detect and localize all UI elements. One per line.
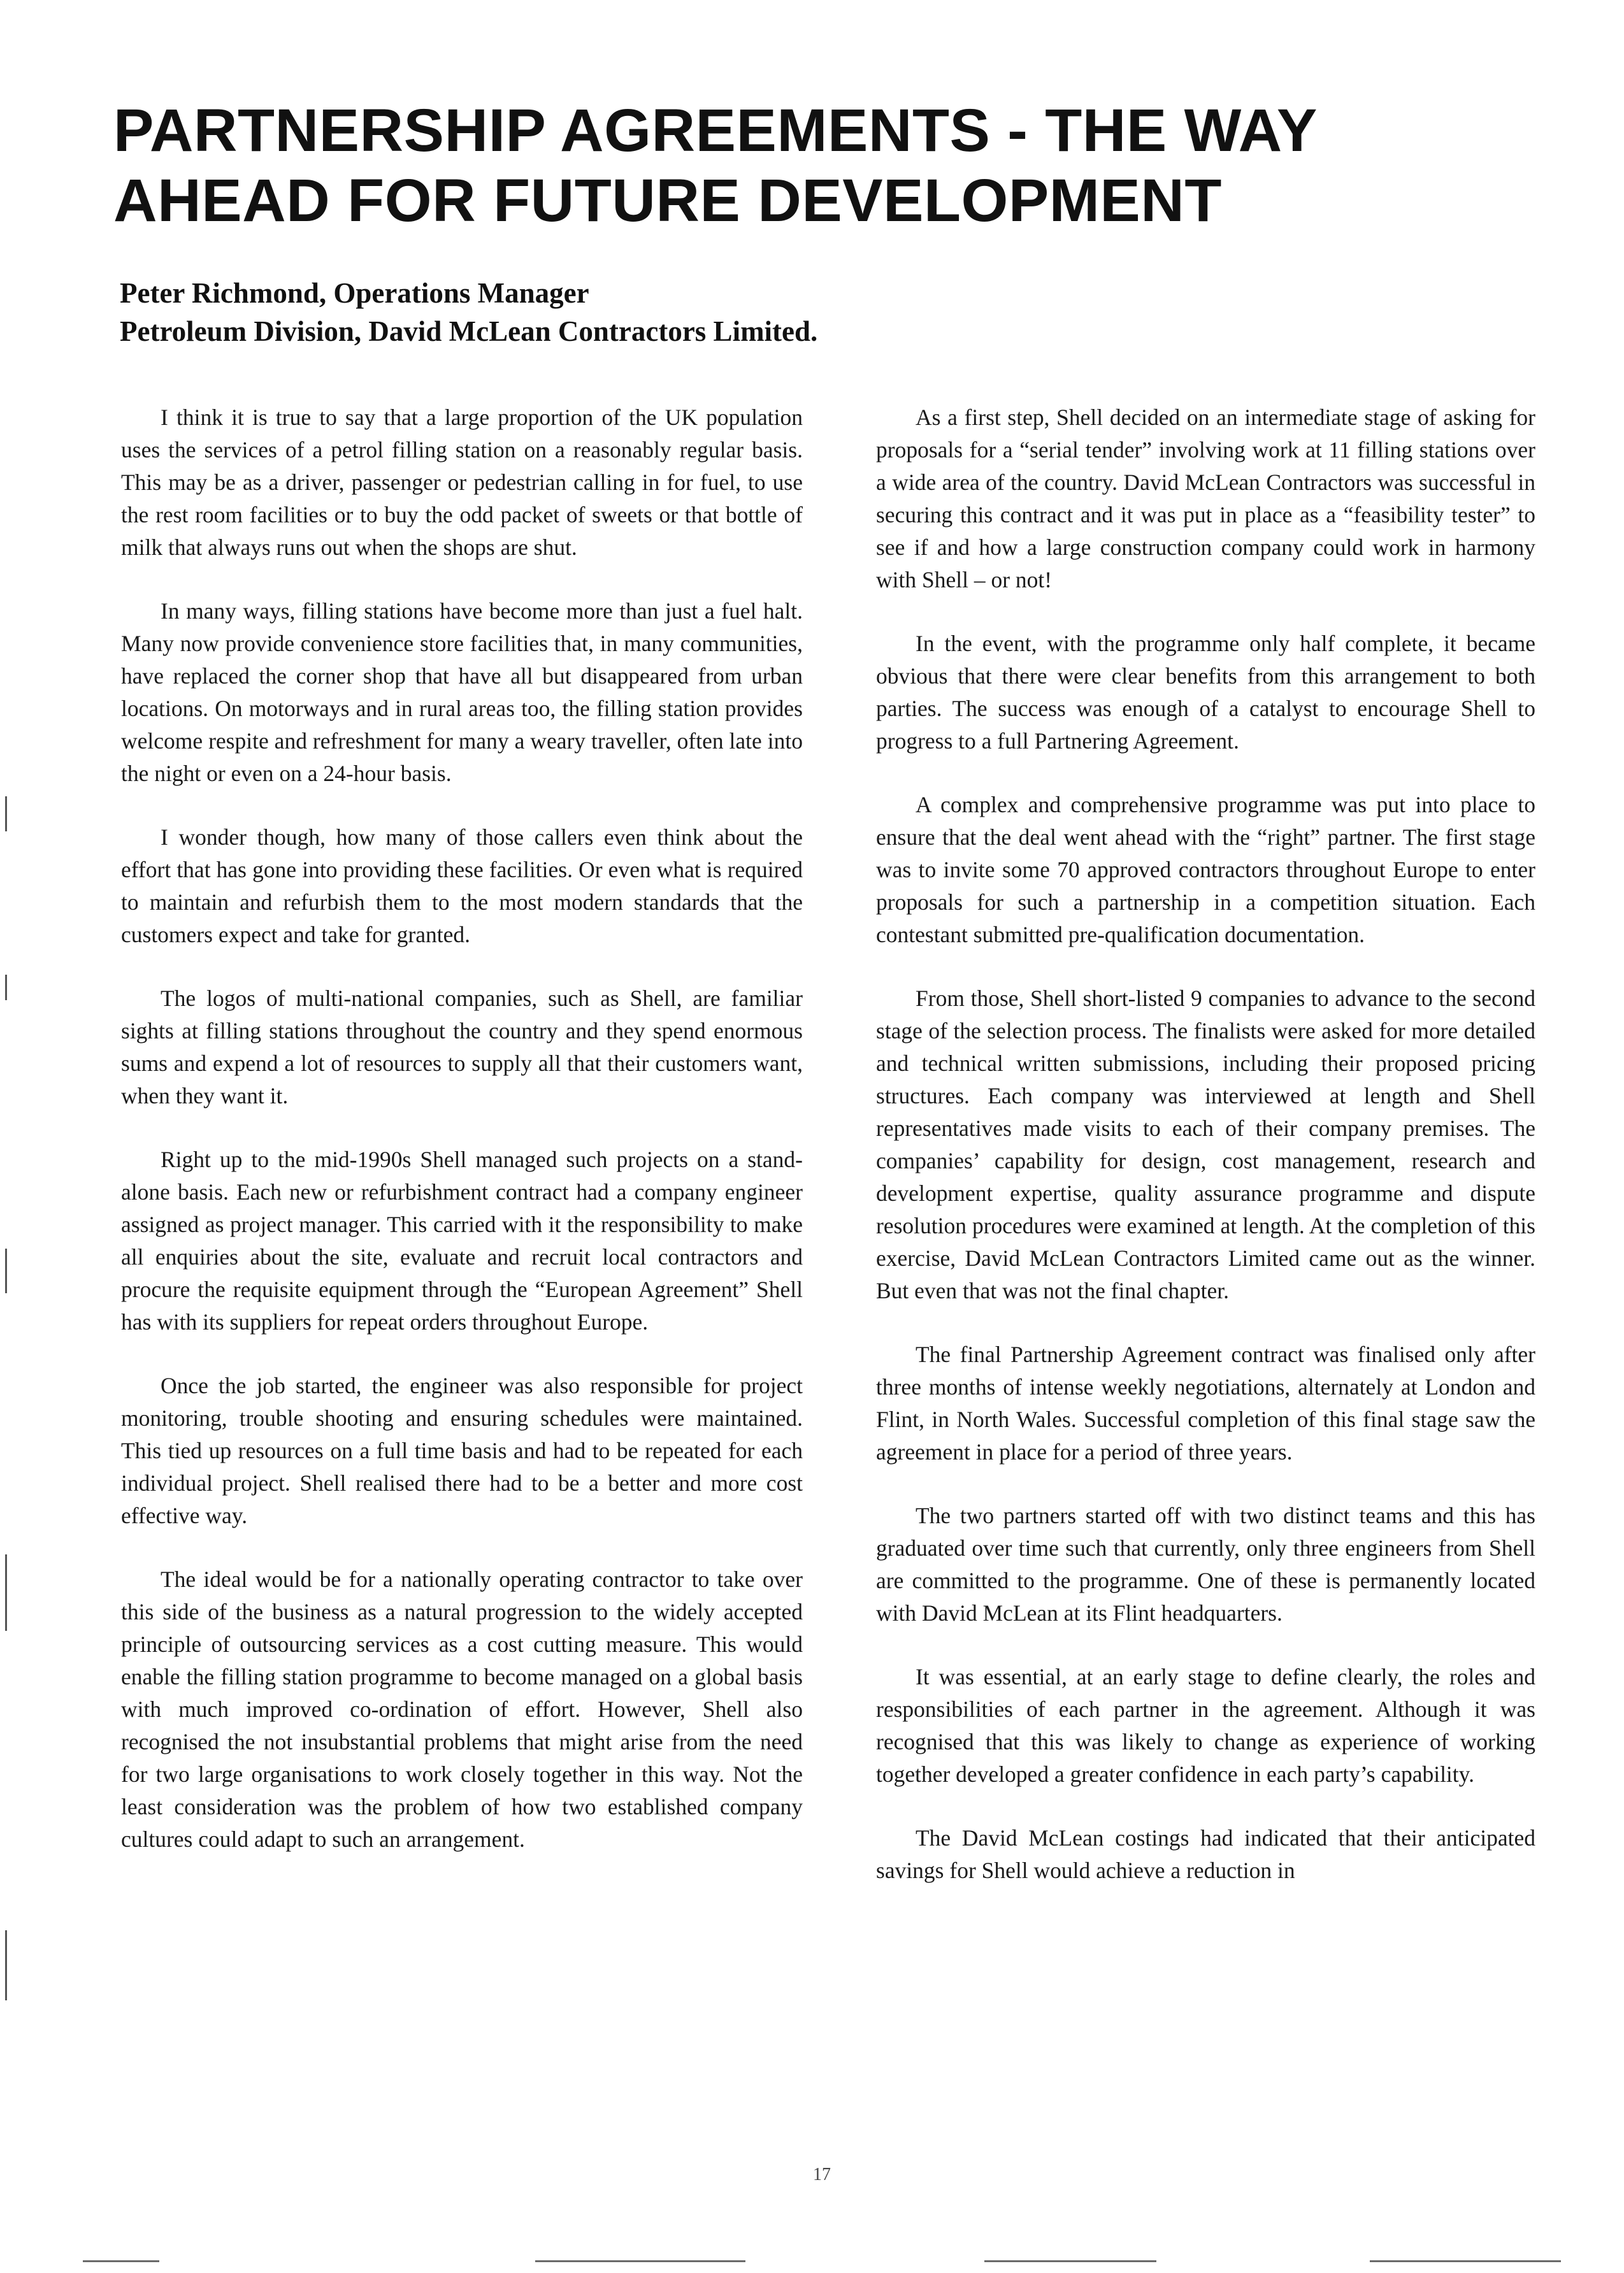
- scan-edge-rule: [1370, 2260, 1561, 2262]
- body-paragraph: In many ways, filling stations have become more than just a fuel halt. Many now provide convenience store facilities that, in many communities, have replaced the corner shop that have all but disappeared from urban locations. On motorways and in rural areas too, the filling station provides welcome respite and refreshment for many a weary traveller, often late into the night or even on a 24-hour basis.: [121, 598, 803, 786]
- scan-edge-rule: [535, 2260, 745, 2262]
- scan-margin-mark: [5, 1249, 7, 1293]
- body-paragraph: The final Partnership Agreement contract was finalised only after three months of intense weekly negotiations, alternately at London and Flint, in North Wales. Successful completion of this final stage saw the agreement in place for a period of three years.: [876, 1342, 1535, 1465]
- body-paragraph: The logos of multi-national companies, such as Shell, are familiar sights at filling stations throughout the country and they spend enormous sums and expend a lot of resources to supply all that their customers want, when they want it.: [121, 986, 803, 1108]
- author-byline: [120, 274, 1521, 350]
- article-title-line-2: AHEAD FOR FUTURE DEVELOPMENT: [113, 167, 1222, 234]
- scan-margin-mark: [5, 1930, 7, 2000]
- body-paragraph: I wonder though, how many of those callers even think about the effort that has gone into providing these facilities. Or even what is required to maintain and refurbish them to the most modern standards that the customers expect and take for granted.: [121, 824, 803, 947]
- author-organisation: Petroleum Division, David McLean Contractors Limited.: [120, 315, 818, 347]
- body-paragraph: Once the job started, the engineer was also responsible for project monitoring, trouble shooting and ensuring schedules were maintained. This tied up resources on a full time basis and had to be repeated for each individual project. Shell realised there had to be a better and more cost effective way.: [121, 1373, 803, 1528]
- scan-edge-rule: [984, 2260, 1156, 2262]
- body-paragraph: The David McLean costings had indicated that their anticipated savings for Shell would achieve a reduction in: [876, 1825, 1535, 1883]
- article-title-line-1: PARTNERSHIP AGREEMENTS - THE WAY: [113, 97, 1318, 164]
- left-column: [121, 401, 803, 1887]
- body-paragraph: A complex and comprehensive programme was put into place to ensure that the deal went ahead with the “right” partner. The first stage was to invite some 70 approved contractors throughout Europe to enter proposals for such a partnership in a competition situation. Each contestant submitted pre-qualification documentation.: [876, 792, 1535, 947]
- body-paragraph: The two partners started off with two distinct teams and this has graduated over time such that currently, only three engineers from Shell are committed to the programme. One of these is permanently located with David McLean at its Flint headquarters.: [876, 1503, 1535, 1626]
- body-paragraph: The ideal would be for a nationally operating contractor to take over this side of the business as a natural progression to the widely accepted principle of outsourcing services as a cost cutting measure. This would enable the filling station programme to become managed on a global basis with much improved co-ordination of effort. However, Shell also recognised the not insubstantial problems that might arise from the need for two large organisations to work closely together in this way. Not the least consideration was the problem of how two established company cultures could adapt to such an arrangement.: [121, 1567, 803, 1852]
- body-paragraph: It was essential, at an early stage to define clearly, the roles and responsibilities of each partner in the agreement. Although it was recognised that this was likely to change as experience of working together developed a greater confidence in each party’s capability.: [876, 1664, 1535, 1787]
- right-column: [876, 401, 1535, 1918]
- scan-margin-mark: [5, 1554, 7, 1631]
- body-paragraph: I think it is true to say that a large proportion of the UK population uses the services of a petrol filling station on a reasonably regular basis. This may be as a driver, passenger or pedestrian calling in for fuel, to use the rest room facilities or to buy the odd packet of sweets or that bottle of milk that always runs out when the shops are shut.: [121, 405, 803, 560]
- scan-edge-rule: [83, 2260, 159, 2262]
- scan-margin-mark: [5, 975, 7, 1000]
- page-number: 17: [813, 2165, 831, 2184]
- body-paragraph: As a first step, Shell decided on an intermediate stage of asking for proposals for a “serial tender” involving work at 11 filling stations over a wide area of the country. David McLean Contractors was successful in securing this contract and it was put in place as a “feasibility tester” to see if and how a large construction company could work in harmony with Shell – or not!: [876, 405, 1535, 592]
- article-title: [113, 96, 1547, 236]
- scan-margin-mark: [5, 796, 7, 831]
- author-name-role: Peter Richmond, Operations Manager: [120, 277, 589, 309]
- body-paragraph: Right up to the mid-1990s Shell managed such projects on a stand-alone basis. Each new or refurbishment contract had a company engineer assigned as project manager. This carried with it the responsibility to make all enquiries about the site, evaluate and recruit local contractors and procure the requisite equipment through the “European Agreement” Shell has with its suppliers for repeat orders throughout Europe.: [121, 1147, 803, 1335]
- body-paragraph: From those, Shell short-listed 9 companies to advance to the second stage of the selection process. The finalists were asked for more detailed and technical written submissions, including their proposed pricing structures. Each company was interviewed at length and Shell representatives made visits to each of their company premises. The companies’ capability for design, cost management, research and development expertise, quality assurance programme and dispute resolution procedures were examined at length. At the completion of this exercise, David McLean Contractors Limited came out as the winner. But even that was not the final chapter.: [876, 986, 1535, 1303]
- body-paragraph: In the event, with the programme only half complete, it became obvious that there were clear benefits from this arrangement to both parties. The success was enough of a catalyst to encourage Shell to progress to a full Partnering Agreement.: [876, 631, 1535, 754]
